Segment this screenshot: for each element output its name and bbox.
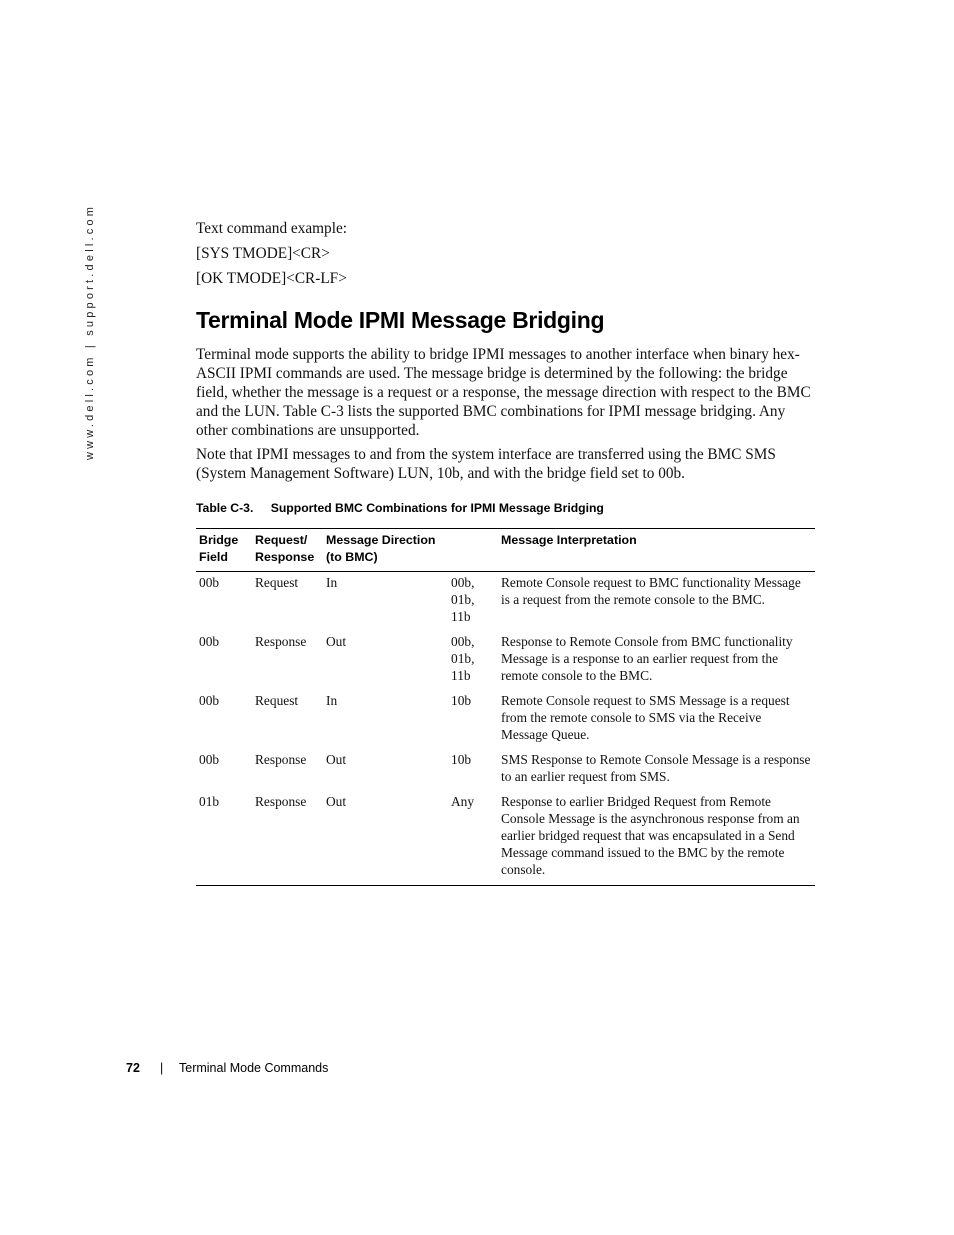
table-row (196, 632, 815, 691)
cell-request-response: Response (255, 794, 307, 809)
paragraph: Note that IPMI messages to and from the system interface are transferred using the BMC SMS (System Management Software) LUN, 10b, and with the bridge field set to 00b. (196, 446, 776, 482)
cell-direction: In (326, 693, 338, 708)
cell-bridge-field: 01b (199, 794, 220, 809)
table-row (196, 750, 815, 792)
intro-line: Text command example: (196, 220, 347, 237)
cell-bridge-field: 00b (199, 693, 220, 708)
section-title: Terminal Mode IPMI Message Bridging (196, 307, 605, 333)
cell-direction: Out (326, 794, 347, 809)
bmc-combinations-table (196, 528, 815, 886)
cell-request-response: Request (255, 575, 299, 590)
cell-interpretation: Remote Console request to BMC functionality Message is a request from the remote console to the BMC. (501, 575, 801, 607)
paragraph-block (196, 445, 816, 483)
intro-block (196, 219, 816, 294)
table-header-row (196, 529, 815, 572)
page-footer (126, 1061, 329, 1075)
footer-section-name: Terminal Mode Commands (179, 1061, 329, 1075)
cell-request-response: Request (255, 693, 299, 708)
cell-request-response: Response (255, 634, 307, 649)
table-row (196, 691, 815, 750)
column-header-lun (448, 529, 498, 572)
cell-interpretation: Remote Console request to SMS Message is a request from the remote console to SMS via the Receive Message Queue. (501, 693, 790, 742)
cell-bridge-field: 00b (199, 634, 220, 649)
cell-lun: 10b (451, 693, 472, 708)
command-example: [SYS TMODE]<CR> (196, 245, 330, 262)
cell-direction: Out (326, 752, 347, 767)
table-caption-number: Table C-3. (196, 501, 254, 515)
footer-separator: | (160, 1061, 164, 1075)
cell-lun: 00b, 01b, 11b (451, 575, 475, 624)
page-number: 72 (126, 1061, 140, 1075)
column-header-request-response: Request/ Response (252, 529, 323, 572)
column-header-direction: Message Direction (to BMC) (323, 529, 448, 572)
column-header-bridge-field: Bridge Field (196, 529, 252, 572)
response-example: [OK TMODE]<CR-LF> (196, 270, 347, 287)
cell-interpretation: SMS Response to Remote Console Message is a response to an earlier request from SMS. (501, 752, 811, 784)
table-row (196, 572, 815, 633)
cell-direction: Out (326, 634, 347, 649)
sidebar-url: www.dell.com | support.dell.com (84, 203, 96, 460)
table-caption (196, 501, 604, 515)
cell-bridge-field: 00b (199, 575, 220, 590)
cell-bridge-field: 00b (199, 752, 220, 767)
cell-lun: 10b (451, 752, 472, 767)
paragraph-block (196, 345, 816, 440)
cell-lun: 00b, 01b, 11b (451, 634, 475, 683)
cell-lun: Any (451, 794, 475, 809)
column-header-interpretation: Message Interpretation (498, 529, 815, 572)
paragraph: Terminal mode supports the ability to bridge IPMI messages to another interface when binary hex-ASCII IPMI commands are used. The message bridge is determined by the following: the bridge field, whether the message is a request or a response, the message direction with respect to the BMC and the LUN. Table C-3 lists the supported BMC combinations for IPMI message bridging. Any other combinations are unsupported. (196, 346, 811, 439)
cell-interpretation: Response to earlier Bridged Request from Remote Console Message is the asynchronous response from an earlier bridged request that was encapsulated in a Send Message command issued to the BMC by the remote console. (501, 794, 800, 877)
cell-interpretation: Response to Remote Console from BMC functionality Message is a response to an earlier request from the remote console to the BMC. (501, 634, 793, 683)
cell-request-response: Response (255, 752, 307, 767)
table-row (196, 792, 815, 886)
cell-direction: In (326, 575, 338, 590)
table-caption-title: Supported BMC Combinations for IPMI Message Bridging (270, 501, 604, 515)
